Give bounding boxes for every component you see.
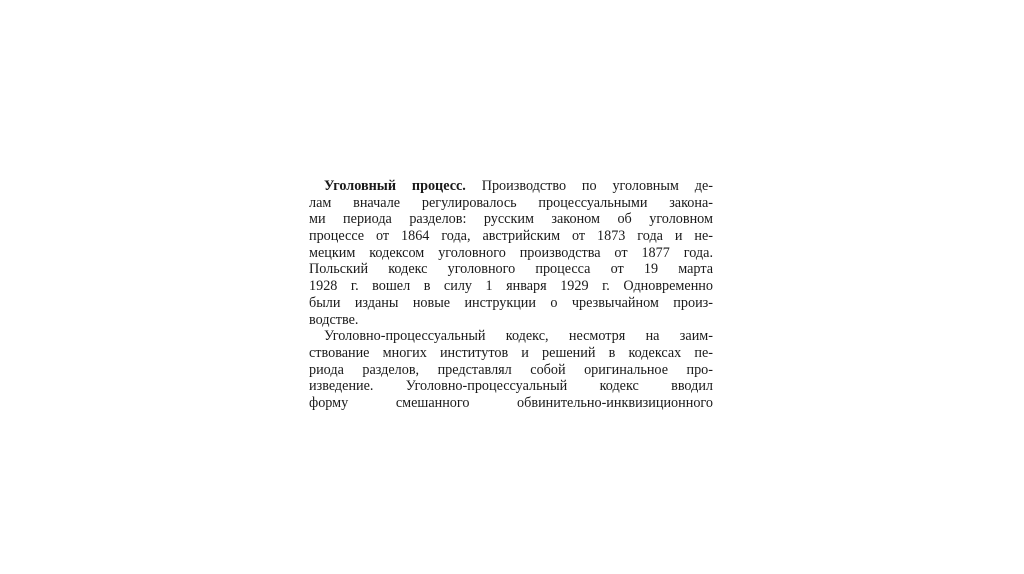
- text-line: Польский кодекс уголовного процесса от 19 марта: [309, 261, 713, 278]
- text-line: процессе от 1864 года, австрийским от 1873 года и не-: [309, 228, 713, 245]
- section-heading: Уголовный процесс.: [324, 178, 466, 194]
- text-line: изведение. Уголовно-процессуальный кодекс вводил: [309, 378, 713, 395]
- text-line: лам вначале регулировалось процессуальными закона-: [309, 194, 713, 211]
- text-line: мецким кодексом уголовного производства от 1877 года.: [309, 244, 713, 261]
- text-line: были изданы новые инструкции о чрезвычайном произ-: [309, 294, 713, 311]
- text-line: форму смешанного обвинительно-инквизиционного: [309, 394, 713, 411]
- text-line: 1928 г. вошел в силу 1 января 1929 г. Одновременно: [309, 278, 713, 295]
- document-text: [309, 178, 713, 412]
- text-line: ствование многих институтов и решений в кодексах пе-: [309, 344, 713, 361]
- text-line: водстве.: [309, 311, 359, 328]
- text-line: Уголовный процесс. Производство по уголовным де-: [324, 178, 713, 194]
- text-line: ми периода разделов: русским законом об уголовном: [309, 211, 713, 228]
- text-line: Уголовно-процессуальный кодекс, несмотря на заим-: [324, 328, 713, 345]
- text-line: риода разделов, представлял собой оригинальное про-: [309, 361, 713, 378]
